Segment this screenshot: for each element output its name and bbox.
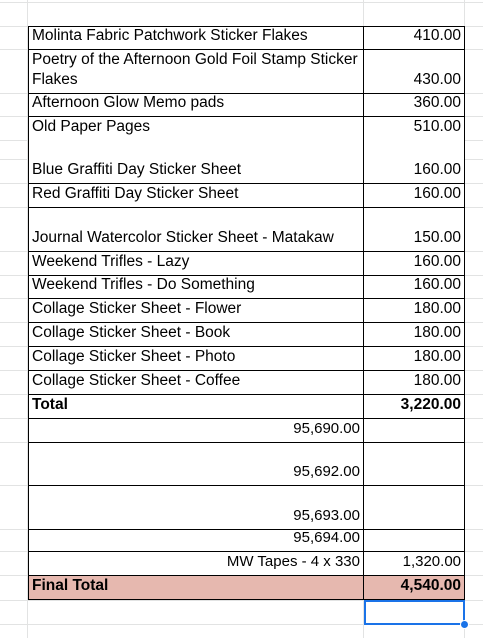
figure-cell[interactable]: 95,690.00: [28, 418, 364, 443]
item-name-cell[interactable]: Blue Graffiti Day Sticker Sheet: [28, 159, 364, 184]
figure-cell[interactable]: 95,692.00: [28, 442, 364, 486]
gridline: [0, 2, 483, 3]
total-label-cell[interactable]: Total: [28, 394, 364, 419]
selected-cell[interactable]: [364, 600, 465, 625]
item-name-cell[interactable]: Collage Sticker Sheet - Photo: [28, 346, 364, 371]
total-amount-cell[interactable]: 3,220.00: [363, 394, 465, 419]
fill-handle[interactable]: [460, 620, 469, 629]
item-amount-cell[interactable]: 160.00: [363, 159, 465, 184]
blank-cell[interactable]: [363, 485, 465, 530]
item-amount-cell[interactable]: 160.00: [363, 251, 465, 276]
item-amount-cell[interactable]: 180.00: [363, 370, 465, 395]
item-amount-cell[interactable]: [363, 140, 465, 160]
item-amount-cell[interactable]: 180.00: [363, 298, 465, 323]
blank-cell[interactable]: [363, 418, 465, 443]
item-amount-cell[interactable]: 160.00: [363, 275, 465, 299]
item-name-cell[interactable]: Weekend Trifles - Lazy: [28, 251, 364, 276]
figure-cell[interactable]: 95,693.00: [28, 485, 364, 530]
item-name-cell[interactable]: Collage Sticker Sheet - Book: [28, 322, 364, 347]
mw-tapes-amount-cell[interactable]: 1,320.00: [363, 551, 465, 576]
item-name-cell[interactable]: Collage Sticker Sheet - Coffee: [28, 370, 364, 395]
final-total-label-cell[interactable]: Final Total: [28, 575, 364, 600]
item-amount-cell[interactable]: 180.00: [363, 322, 465, 347]
item-amount-cell[interactable]: 160.00: [363, 183, 465, 208]
blank-cell[interactable]: [363, 529, 465, 552]
item-name-cell[interactable]: Molinta Fabric Patchwork Sticker Flakes: [28, 26, 364, 50]
item-name-cell[interactable]: Afternoon Glow Memo pads: [28, 93, 364, 117]
item-amount-cell[interactable]: 510.00: [363, 116, 465, 141]
figure-cell[interactable]: 95,694.00: [28, 529, 364, 552]
item-name-cell[interactable]: Old Paper Pages: [28, 116, 364, 141]
item-name-cell[interactable]: Collage Sticker Sheet - Flower: [28, 298, 364, 323]
item-name-cell[interactable]: Weekend Trifles - Do Something: [28, 275, 364, 299]
item-amount-cell[interactable]: 360.00: [363, 93, 465, 117]
final-total-amount-cell[interactable]: 4,540.00: [363, 575, 465, 600]
item-name-cell[interactable]: Journal Watercolor Sticker Sheet - Matakaw: [28, 207, 364, 252]
mw-tapes-label-cell[interactable]: MW Tapes - 4 x 330: [28, 551, 364, 576]
blank-cell[interactable]: [363, 442, 465, 486]
item-amount-cell[interactable]: 180.00: [363, 346, 465, 371]
item-amount-cell[interactable]: 150.00: [363, 207, 465, 252]
item-name-cell[interactable]: Poetry of the Afternoon Gold Foil Stamp Sticker Flakes: [28, 49, 364, 94]
item-name-cell[interactable]: [28, 140, 364, 160]
item-name-cell[interactable]: Red Graffiti Day Sticker Sheet: [28, 183, 364, 208]
item-amount-cell[interactable]: 410.00: [363, 26, 465, 50]
item-amount-cell[interactable]: 430.00: [363, 49, 465, 94]
